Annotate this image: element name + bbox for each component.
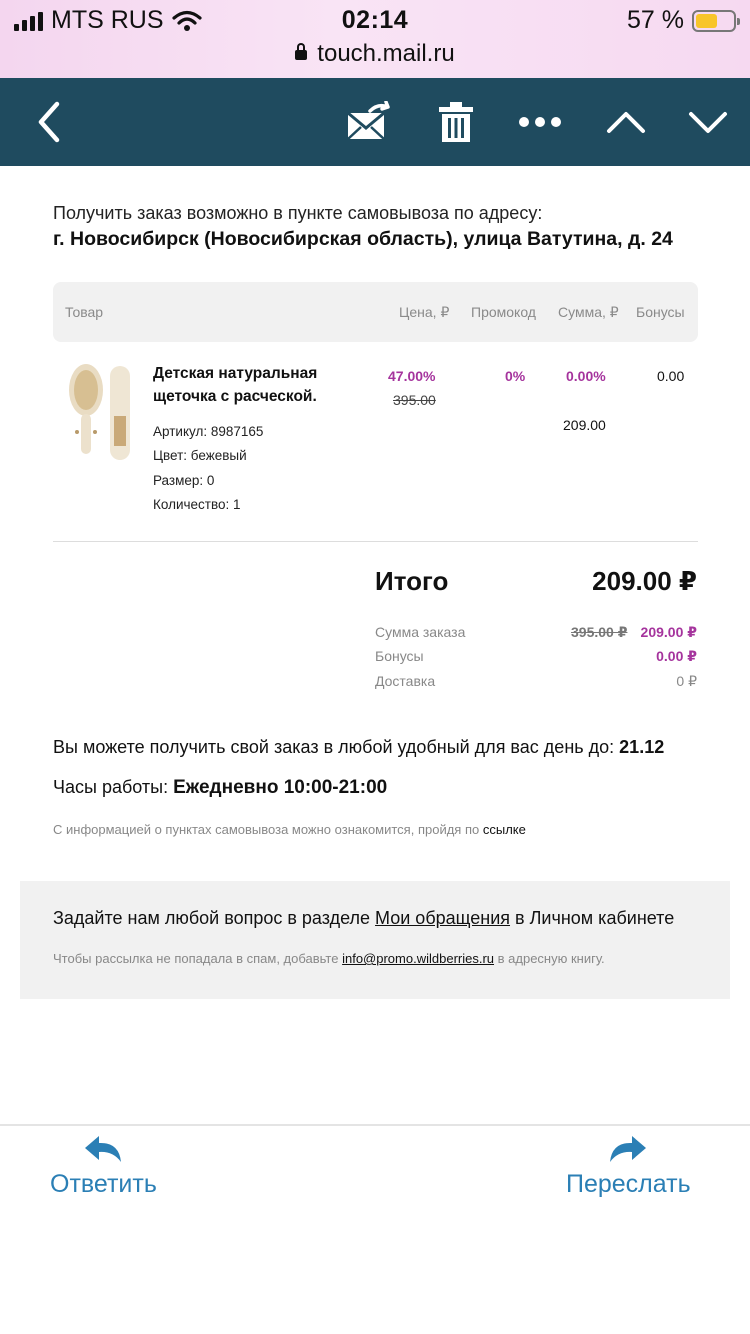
carrier-name: MTS RUS <box>51 6 164 34</box>
header-price: Цена, ₽ <box>399 304 450 320</box>
bonus-label: Бонусы <box>375 648 424 664</box>
product-quantity: Количество: 1 <box>153 497 241 512</box>
forward-label: Переслать <box>566 1170 691 1198</box>
total-label: Итого <box>375 566 449 596</box>
bonus-total: 0.00 ₽ <box>656 648 697 664</box>
move-button[interactable] <box>340 78 396 166</box>
question-suffix: в Личном кабинете <box>515 908 675 928</box>
order-sum-new: 209.00 ₽ <box>640 624 697 640</box>
battery-fill <box>696 14 717 28</box>
delete-button[interactable] <box>430 78 482 166</box>
reply-label: Ответить <box>50 1170 157 1198</box>
order-sum-label: Сумма заказа <box>375 624 466 640</box>
product-size: Размер: 0 <box>153 473 215 488</box>
mail-toolbar <box>0 78 750 166</box>
back-button[interactable] <box>22 78 76 166</box>
spam-notice <box>53 951 605 966</box>
product-article: Артикул: 8987165 <box>153 424 264 439</box>
price-discount: 47.00% <box>388 368 436 384</box>
help-question <box>53 908 674 929</box>
sum-discount: 0.00% <box>566 368 606 384</box>
bonus-value: 0.00 <box>657 368 685 384</box>
deadline-text: Вы можете получить свой заказ в любой удобный для вас день до: <box>53 737 615 757</box>
email-link[interactable]: info@promo.wildberries.ru <box>342 951 495 966</box>
pickup-address: г. Новосибирск (Новосибирская область), улица Ватутина, д. 24 <box>53 228 673 250</box>
header-bonus: Бонусы <box>636 304 685 320</box>
address-intro: Получить заказ возможно в пункте самовывоза по адресу: <box>53 203 543 223</box>
back-icon <box>37 101 61 143</box>
delivery-label: Доставка <box>375 673 436 689</box>
status-bar <box>0 0 750 78</box>
promo-value: 0% <box>505 368 526 384</box>
product-color: Цвет: бежевый <box>153 448 247 463</box>
header-promo: Промокод <box>471 304 536 320</box>
move-to-folder-icon <box>344 101 392 143</box>
info-link[interactable]: ссылке <box>482 822 526 837</box>
trash-icon <box>437 100 475 144</box>
total-value: 209.00 ₽ <box>592 566 697 596</box>
header-sum: Сумма, ₽ <box>558 304 619 320</box>
divider <box>53 541 698 542</box>
url-text: touch.mail.ru <box>317 40 455 67</box>
delivery-value: 0 ₽ <box>676 673 697 689</box>
question-prefix: Задайте нам любой вопрос в разделе <box>53 908 371 928</box>
bottom-action-bar <box>0 1124 750 1334</box>
battery-group <box>627 6 736 35</box>
lock-icon <box>295 50 307 60</box>
more-button[interactable] <box>512 78 568 166</box>
spam-suffix: в адресную книгу. <box>497 951 605 966</box>
reply-icon <box>83 1134 123 1164</box>
price-old: 395.00 <box>393 392 436 408</box>
table-header <box>53 282 698 342</box>
previous-message-button[interactable] <box>600 78 652 166</box>
address-bar[interactable] <box>0 40 750 68</box>
help-box <box>20 881 730 999</box>
forward-button[interactable] <box>566 1134 691 1199</box>
reply-button[interactable] <box>50 1134 157 1199</box>
sum-value: 209.00 <box>563 417 606 433</box>
order-sum-old: 395.00 ₽ <box>571 624 628 640</box>
info-text: С информацией о пунктах самовывоза можно ознакомится, пройдя по <box>53 822 480 837</box>
hours-value: Ежедневно 10:00-21:00 <box>173 777 388 798</box>
product-image[interactable] <box>64 360 140 466</box>
working-hours <box>53 777 387 799</box>
product-title[interactable]: Детская натуральная щеточка с расческой. <box>153 365 318 405</box>
previous-icon <box>606 110 646 134</box>
deadline-date: 21.12 <box>619 737 665 757</box>
pickup-deadline <box>53 737 664 758</box>
battery-percent: 57 % <box>627 6 684 34</box>
forward-icon <box>608 1134 648 1164</box>
my-requests-link[interactable]: Мои обращения <box>375 908 511 928</box>
clock: 02:14 <box>341 6 409 34</box>
more-icon <box>518 116 562 128</box>
spam-prefix: Чтобы рассылка не попадала в спам, добавьте <box>53 951 339 966</box>
battery-icon <box>692 10 736 32</box>
header-product: Товар <box>65 304 104 320</box>
next-message-button[interactable] <box>682 78 734 166</box>
next-icon <box>688 110 728 134</box>
hours-label: Часы работы: <box>53 777 169 797</box>
pickup-info <box>53 822 526 837</box>
